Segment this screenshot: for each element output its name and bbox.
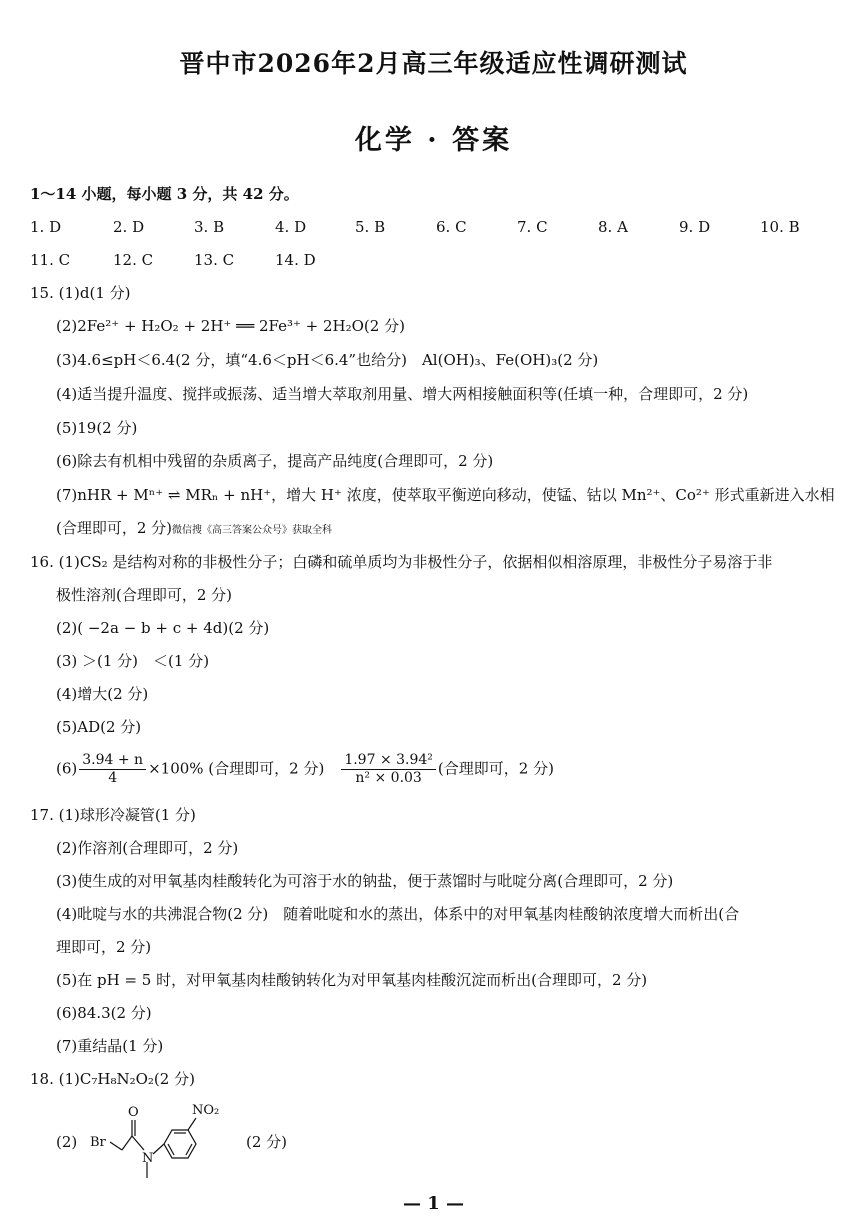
q15-line: 15. (1)d(1 分) [30, 284, 131, 302]
choice-answer: 11. C [30, 251, 71, 269]
q16-line-fractions [56, 752, 554, 787]
q16-l7-suffix: (合理即可，2 分) [437, 759, 554, 778]
fraction-2-numerator: 1.97 × 3.94² [341, 752, 436, 770]
q15-line-text: (合理即可，2 分) [56, 519, 173, 537]
fraction-1-denominator: 4 [108, 770, 118, 786]
choice-answer: 3. B [194, 218, 225, 236]
q16-l7-mid: ×100% (合理即可，2 分) [148, 759, 325, 778]
choice-answer: 13. C [194, 251, 235, 269]
q18-line-suffix: (2 分) [246, 1133, 288, 1151]
choice-answer: 7. C [517, 218, 548, 236]
atom-n: N [142, 1151, 154, 1166]
q17-line: (3)使生成的对甲氧基肉桂酸转化为可溶于水的钠盐，便于蒸馏时与吡啶分离(合理即可，2 分) [56, 872, 674, 890]
q16-line: (2)( −2a − b + c + 4d)(2 分) [56, 619, 270, 637]
q16-l7-prefix: (6) [56, 759, 78, 778]
q16-line: (3) ＞(1 分) ＜(1 分) [56, 652, 210, 670]
q18-line-prefix: (2) [56, 1133, 78, 1151]
page-title: 晋中市2026年2月高三年级适应性调研测试 [179, 49, 688, 78]
choice-answer: 6. C [436, 218, 467, 236]
watermark-text: 微信搜《高三答案公众号》获取全科 [172, 525, 333, 536]
q15-line: (3)4.6≤pH＜6.4(2 分，填“4.6＜pH＜6.4”也给分) Al(OH)₃、Fe(OH)₃(2 分) [56, 351, 599, 369]
choice-answer: 2. D [113, 218, 145, 236]
q16-line: 极性溶剂(合理即可，2 分) [56, 586, 233, 604]
choice-answer: 12. C [113, 251, 154, 269]
q15-line: (2)2Fe²⁺ + H₂O₂ + 2H⁺ ══ 2Fe³⁺ + 2H₂O(2 分) [56, 317, 405, 335]
q15-line: (5)19(2 分) [56, 419, 138, 437]
q15-line: (6)除去有机相中残留的杂质离子，提高产品纯度(合理即可，2 分) [56, 452, 494, 470]
q16-line: 16. (1)CS₂ 是结构对称的非极性分子；白磷和硫单质均为非极性分子，依据相似相溶原理，非极性分子易溶于非 [30, 553, 773, 571]
q17-line: (5)在 pH = 5 时，对甲氧基肉桂酸钠转化为对甲氧基肉桂酸沉淀而析出(合理即可，2 分) [56, 971, 648, 989]
page-number: — 1 — [402, 1193, 465, 1214]
choice-intro: 1～14 小题，每小题 3 分，共 42 分。 [30, 185, 299, 203]
fraction-1-numerator: 3.94 + n [79, 752, 146, 770]
atom-br: Br [90, 1135, 106, 1150]
q17-line: 17. (1)球形冷凝管(1 分) [30, 806, 196, 824]
page-subtitle: 化学 · 答案 [354, 125, 513, 156]
q15-line: (7)nHR + Mⁿ⁺ ⇌ MRₙ + nH⁺，增大 H⁺ 浓度，使萃取平衡逆向移动，使锰、钴以 Mn²⁺、Co²⁺ 形式重新进入水相 [56, 486, 835, 504]
q15-line [56, 518, 332, 541]
q16-line: (5)AD(2 分) [56, 718, 142, 736]
group-no2: NO₂ [192, 1103, 220, 1118]
structural-formula [84, 1098, 244, 1190]
atom-o: O [128, 1105, 139, 1120]
choice-answer: 5. B [355, 218, 386, 236]
choice-answer: 14. D [275, 251, 316, 269]
fraction-2 [341, 752, 436, 787]
q17-line: 理即可，2 分) [56, 938, 152, 956]
q18-line: 18. (1)C₇H₈N₂O₂(2 分) [30, 1070, 195, 1088]
fraction-2-denominator: n² × 0.03 [355, 770, 422, 786]
q16-line: (4)增大(2 分) [56, 685, 149, 703]
q17-line: (6)84.3(2 分) [56, 1004, 152, 1022]
q17-line: (7)重结晶(1 分) [56, 1037, 164, 1055]
q17-line: (4)吡啶与水的共沸混合物(2 分) 随着吡啶和水的蒸出，体系中的对甲氧基肉桂酸钠浓度增大而析出(合 [56, 905, 740, 923]
choice-answer: 10. B [760, 218, 800, 236]
fraction-1 [79, 752, 146, 787]
choice-answer: 9. D [679, 218, 711, 236]
q15-line: (4)适当提升温度、搅拌或振荡、适当增大萃取剂用量、增大两相接触面积等(任填一种，合理即可，2 分) [56, 385, 749, 403]
choice-answer: 4. D [275, 218, 307, 236]
q17-line: (2)作溶剂(合理即可，2 分) [56, 839, 239, 857]
choice-answer: 8. A [598, 218, 628, 236]
choice-answer: 1. D [30, 218, 62, 236]
